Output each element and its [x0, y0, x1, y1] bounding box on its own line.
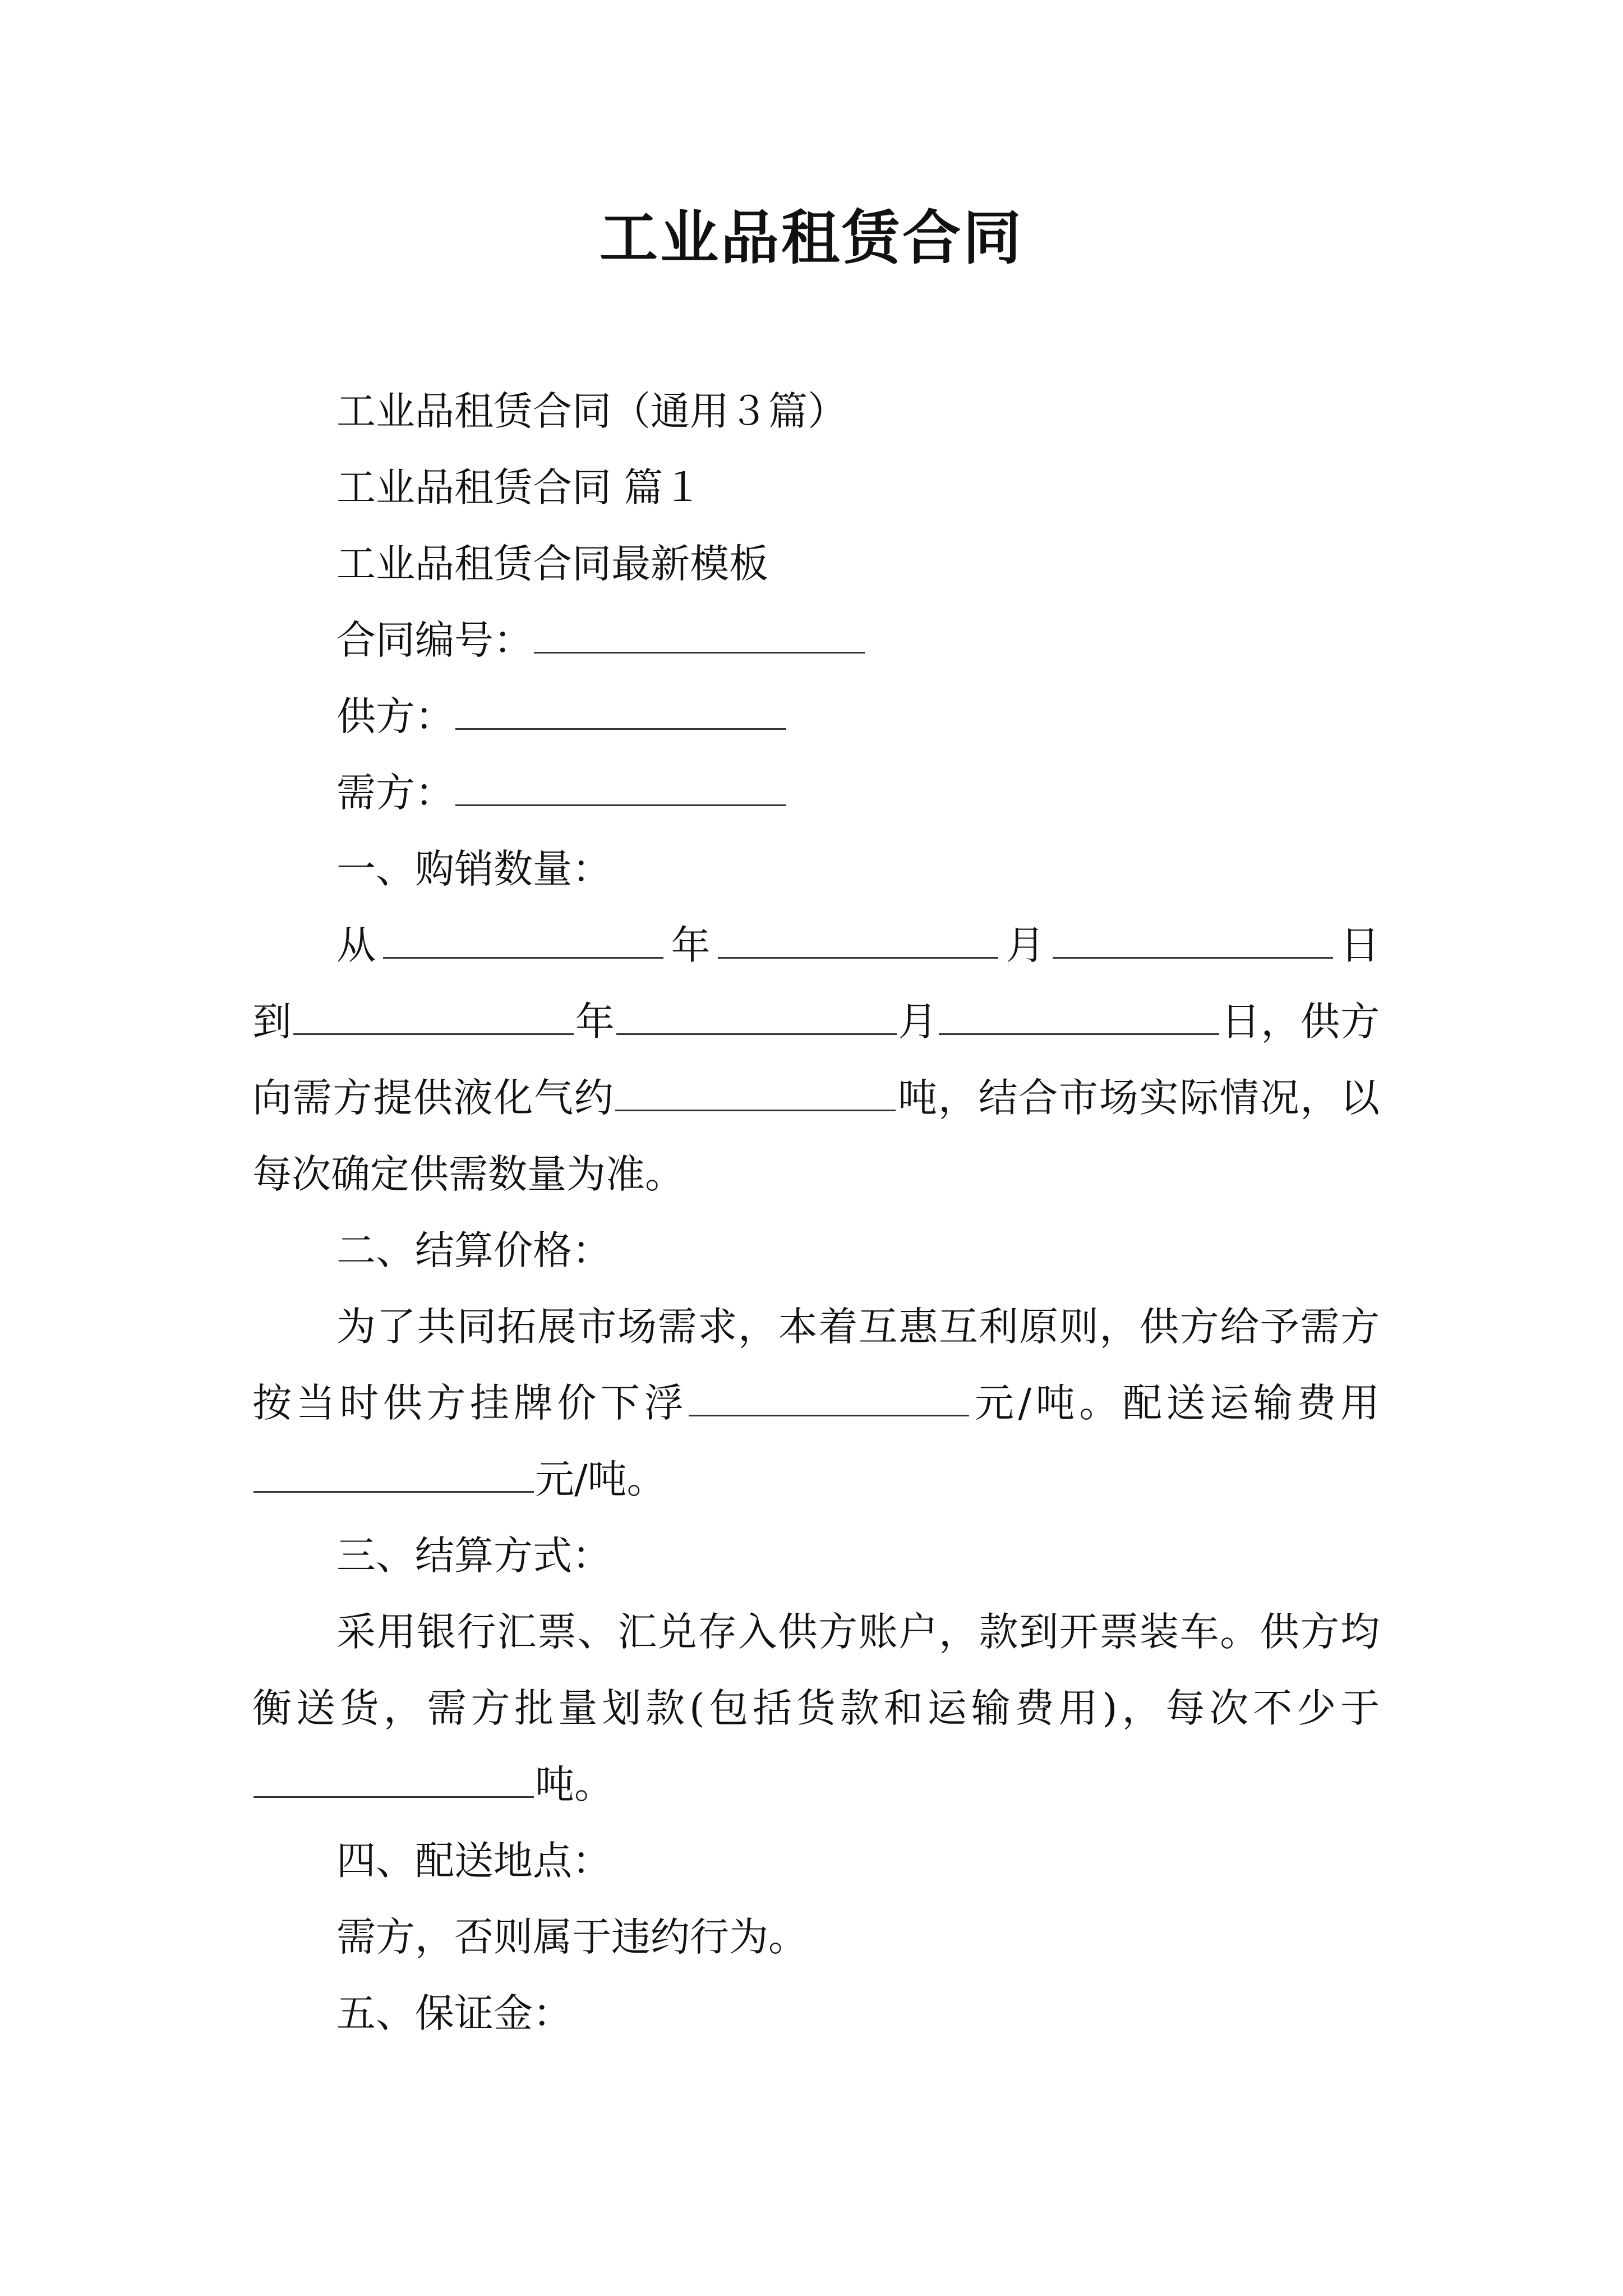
template-line — [252, 526, 1380, 602]
from-year-blank[interactable] — [383, 926, 663, 959]
heading-quantity-text: 一、购销数量： — [336, 846, 611, 892]
heading-quantity — [252, 831, 1380, 907]
demander-label: 需方： — [336, 770, 454, 816]
supplier-line — [252, 678, 1380, 754]
discount-blank[interactable] — [689, 1383, 969, 1416]
subtitle-line — [252, 373, 1380, 449]
to-label: 到 — [252, 999, 292, 1045]
to-month-blank[interactable] — [616, 1002, 897, 1035]
quantity-text: 日，供方向需方提供液化气约 — [252, 999, 1380, 1121]
heading-price-text: 二、结算价格： — [336, 1227, 611, 1273]
price-text-2: 元/吨。配送运输费用 — [970, 1380, 1380, 1426]
supplier-blank[interactable] — [455, 697, 786, 730]
month-label: 月 — [999, 922, 1052, 968]
delivery-text: 需方，否则属于违约行为。 — [336, 1914, 808, 1960]
delivery-paragraph — [252, 1899, 1380, 1975]
heading-settlement — [252, 1517, 1380, 1594]
price-text-3: 元/吨。 — [535, 1456, 666, 1502]
year-label: 年 — [665, 922, 717, 968]
year-label-2: 年 — [574, 999, 615, 1045]
from-month-blank[interactable] — [718, 926, 998, 959]
heading-settlement-text: 三、结算方式： — [336, 1533, 611, 1579]
from-day-blank[interactable] — [1053, 926, 1333, 959]
heading-delivery — [252, 1823, 1380, 1899]
quantity-paragraph — [252, 907, 1380, 1212]
settlement-paragraph — [252, 1594, 1380, 1823]
from-label: 从 — [336, 922, 382, 968]
document-body — [252, 373, 1380, 2051]
quantity-blank[interactable] — [615, 1078, 896, 1111]
demander-blank[interactable] — [455, 773, 786, 806]
transport-fee-blank[interactable] — [253, 1460, 534, 1493]
to-year-blank[interactable] — [293, 1002, 574, 1035]
price-text: 为了共同拓展市场需求，本着互惠互利原则，供方给予需方按当时供方挂牌价下浮 — [252, 1304, 1380, 1426]
settlement-tail: 吨。 — [535, 1761, 614, 1807]
heading-deposit — [252, 1975, 1380, 2051]
heading-deposit-text: 五、保证金： — [336, 1990, 572, 2036]
contract-number-label: 合同编号： — [336, 617, 533, 663]
document-title: 工业品租赁合同 — [599, 203, 1023, 272]
section-text: 工业品租赁合同 篇１ — [336, 464, 703, 510]
contract-number-blank[interactable] — [534, 620, 865, 654]
template-text: 工业品租赁合同最新模板 — [336, 541, 768, 587]
subtitle-text: 工业品租赁合同（通用３篇） — [336, 388, 847, 434]
minimum-tons-blank[interactable] — [253, 1765, 534, 1798]
to-day-blank[interactable] — [939, 1002, 1219, 1035]
settlement-text: 采用银行汇票、汇兑存入供方账户，款到开票装车。供方均衡送货，需方批量划款(包括货款和运输费用)，每次不少于 — [252, 1609, 1380, 1731]
heading-price — [252, 1212, 1380, 1289]
price-paragraph — [252, 1289, 1380, 1517]
month-label-2: 月 — [897, 999, 938, 1045]
section-line — [252, 449, 1380, 526]
day-label: 日 — [1334, 922, 1380, 968]
quantity-tail-text: 吨，结合市场实际情况，以每次确定供需数量为准。 — [252, 1075, 1380, 1197]
supplier-label: 供方： — [336, 693, 454, 739]
heading-delivery-text: 四、配送地点： — [336, 1838, 611, 1884]
contract-number-line — [252, 602, 1380, 678]
demander-line — [252, 754, 1380, 831]
